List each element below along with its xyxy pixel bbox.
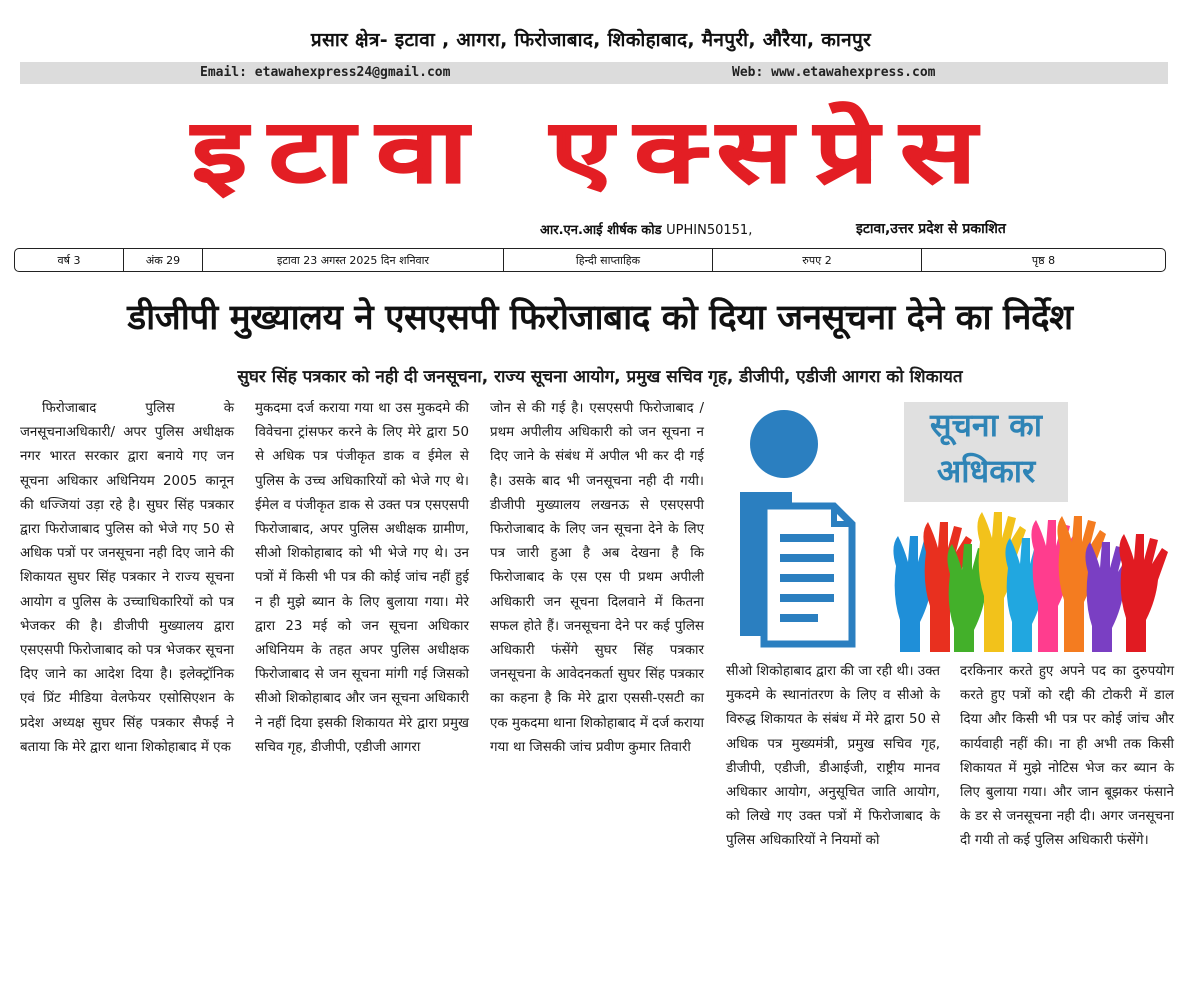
article-column-3: जोन से की गई है। एसएसपी फिरोजाबाद /प्रथम अपीलीय अधिकारी को जन सूचना न दिए जाने के संबंध में अपील भी कर दी गई है। उसके बाद भी जनसूचना नही दी गयी। डीजीपी मुख्यालय लखनऊ से एसएसपी फिरोजाबाद के लिए जन सूचना देने के लिए पत्र जारी हुआ है अब देखना है कि फिरोजाबाद के एस एस पी प्रथम अपीली अधिकारी जन सूचना दिलवाने में कितना सफल होते हैं। जनसूचना देने पर कई पुलिस अधिकारी फंसेंगे सुघर सिंह पत्रकार जनसूचना के आवेदनकर्ता सुघर सिंह पत्रकार का कहना है कि मेरे द्वारा एससी-एसटी का एक मुकदमा थाना शिकोहाबाद में दर्ज कराया गया था जिसकी जांच प्रवीण कुमार तिवारी: [490, 401, 704, 755]
rti-graphic: [726, 396, 1174, 652]
document-icon: [764, 506, 852, 644]
issue-number: अंक 29: [124, 249, 203, 271]
rti-label-line-2: अधिकार: [936, 452, 1036, 490]
web-text: Web: www.etawahexpress.com: [732, 65, 936, 80]
rti-label-line-1: सूचना का: [929, 406, 1042, 444]
article-column-5: दरकिनार करते हुए अपने पद का दुरुपयोग करते हुए पत्रों को रद्दी की टोकरी में डाल दिया और किसी भी पत्र पर कोई जांच और कार्यवाही नहीं की। ना ही अभी तक किसी शिकायत में मुझे नोटिस भेज कर ब्यान के लिए बुलाया गया। और जान बूझकर फंसाने के डर से जनसूचना नही दी। अगर जनसूचना दी गयी तो कई पुलिस अधिकारी फंसेंगे।: [960, 664, 1174, 849]
masthead: [12, 12, 1170, 276]
paper-price: रुपए 2: [713, 249, 922, 271]
rni-label: आर.एन.आई शीर्षक कोड: [540, 223, 662, 238]
paper-type: हिन्दी साप्ताहिक: [504, 249, 713, 271]
article-column-4: सीओ शिकोहाबाद द्वारा की जा रही थी। उक्त मुकदमे के स्थानांतरण के लिए व सीओ के विरुद्ध शिकायत के संबंध में मेरे द्वारा 50 से अधिक पत्र मुख्यमंत्री, प्रमुख सचिव गृह, डीजीपी, एडीजी, डीआईजी, राष्ट्रीय मानव अधिकार आयोग, अनुसूचित जाति आयोग, को लिखे गए उक्त पत्रों में फिरोजाबाद के पुलिस अधिकारियों ने नियमों को: [726, 664, 940, 849]
article-column-1: फिरोजाबाद पुलिस के जनसूचनाअधिकारी/ अपर पुलिस अधीक्षक नगर भारत सरकार द्वारा बनाये गए जन सूचना अधिकार अधिनियम 2005 कानून की धज्जियां उड़ा रहे है। सुघर सिंह पत्रकार द्वारा फिरोजाबाद पुलिस को भेजे गए 50 से अधिक पत्रों पर जनसूचना नही दिए जाने की शिकायत सुघर सिंह पत्रकार ने राज्य सूचना आयोग व पुलिस के उच्चाधिकारियों को पत्र भेजकर की है। डीजीपी मुख्यालय द्वारा एसएसपी फिरोजाबाद को पत्र भेजकर सूचना दिए जाने का आदेश दिया है। इलेक्ट्रॉनिक एवं प्रिंट मीडिया वेलफेयर एसोसिएशन के प्रदेश अध्यक्ष सुघर सिंह पत्रकार सैफई ने बताया कि मेरे द्वारा थाना शिकोहाबाद में एक: [20, 401, 234, 755]
rti-label: [904, 402, 1068, 502]
issue-year: वर्ष 3: [15, 249, 124, 271]
rni-code: [540, 220, 752, 238]
rni-code-value: UPHIN50151,: [666, 223, 753, 238]
issue-info-bar: [14, 248, 1166, 272]
article-subheadline: सुघर सिंह पत्रकार को नही दी जनसूचना, राज्य सूचना आयोग, प्रमुख सचिव गृह, डीजीपी, एडीजी आगरा को शिकायत: [237, 367, 963, 387]
page-count: पृष्ठ 8: [1031, 253, 1056, 267]
email-text: Email: etawahexpress24@gmail.com: [200, 65, 451, 80]
contact-bar: [20, 62, 1168, 84]
article-column-2: मुकदमा दर्ज कराया गया था उस मुकदमे की विवेचना ट्रांसफर करने के लिए मेरे द्वारा 50 से अधिक पत्र पंजीकृत डाक व ईमेल से पुलिस के उच्च अधिकारियों को भेजे गए थे। ईमेल व पंजीकृत डाक से उक्त पत्र एसएसपी फिरोजाबाद, अपर पुलिस अधीक्षक ग्रामीण, सीओ शिकोहाबाद को भी भेजे गए थे। उन पत्रों में किसी भी पत्र की कोई जांच नहीं हुई न ही मुझे ब्यान के लिए बुलाया गया। मेरे द्वारा 23 मई को जन सूचना अधिकार अधिनियम के तहत अपर पुलिस अधीक्षक फिरोजाबाद से जन सूचना मांगी गई जिसको सीओ शिकोहाबाद और जन सूचना अधिकारी ने नहीं दिया इसकी शिकायत मेरे द्वारा प्रमुख सचिव गृह, डीजीपी, एडीजी आगरा: [255, 401, 469, 755]
article-headline: डीजीपी मुख्यालय ने एसएसपी फिरोजाबाद को दिया जनसूचना देने का निर्देश: [127, 298, 1073, 338]
newspaper-title: इटावा एक्सप्रेस: [191, 101, 999, 203]
raised-hands-icon: [893, 512, 1168, 652]
coverage-area: प्रसार क्षेत्र- इटावा , आगरा, फिरोजाबाद, शिकोहाबाद, मैनपुरी, औरैया, कानपुर: [310, 29, 872, 51]
published-from: इटावा,उत्तर प्रदेश से प्रकाशित: [856, 221, 1006, 237]
issue-date: इटावा 23 अगस्त 2025 दिन शनिवार: [203, 249, 504, 271]
